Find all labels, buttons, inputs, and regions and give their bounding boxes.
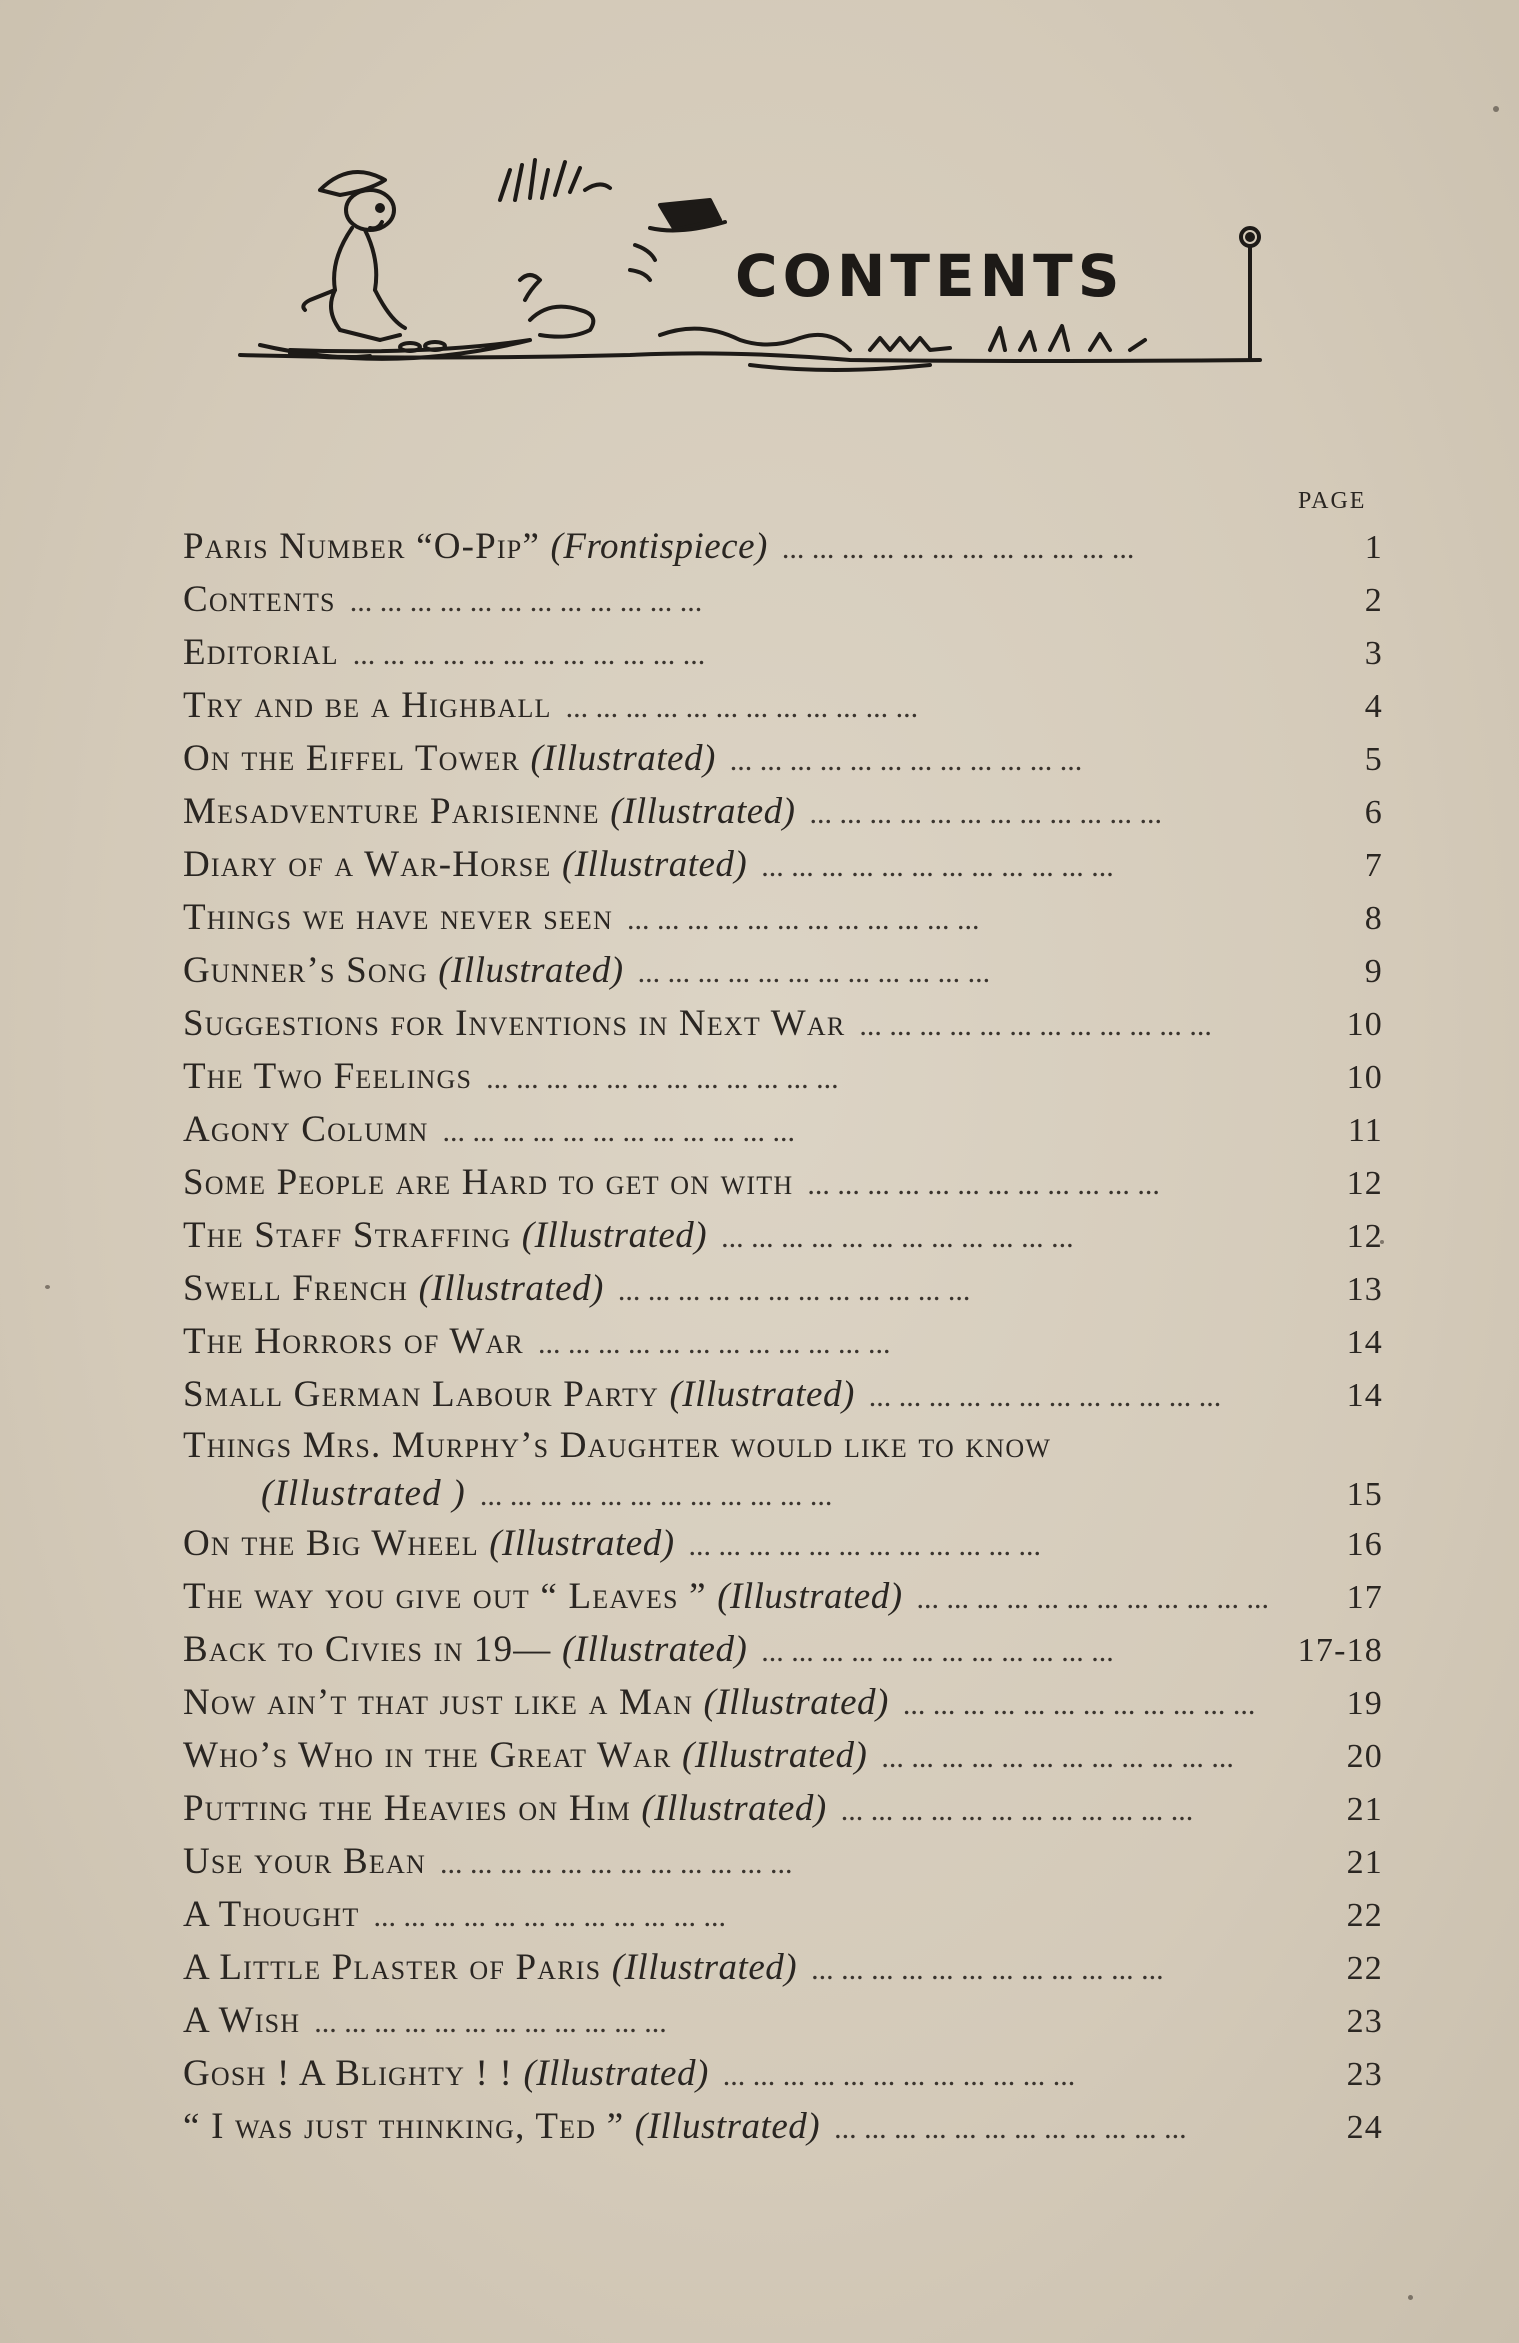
toc-entry-title-text: Small German Labour Party bbox=[183, 1374, 660, 1415]
toc-entry-title bbox=[183, 1729, 867, 1782]
toc-entry-page: 23 bbox=[1346, 2003, 1383, 2040]
toc-entry-title-text: The Horrors of War bbox=[183, 1321, 524, 1362]
toc-entry-title-text: Back to Civies in 19— bbox=[183, 1629, 552, 1670]
toc-entry bbox=[183, 1782, 1383, 1835]
toc-entry-title-text: Agony Column bbox=[183, 1109, 429, 1150]
dot-leader: ... ... ... ... ... ... ... ... ... ... ... ... bbox=[442, 1115, 795, 1148]
toc-entry-title-text: The Staff Straffing bbox=[183, 1215, 512, 1256]
toc-entry bbox=[183, 1994, 1383, 2047]
toc-entry bbox=[183, 1623, 1383, 1676]
toc-entry-title bbox=[183, 944, 624, 997]
toc-entry-title bbox=[183, 520, 768, 573]
toc-entry-title-text: Putting the Heavies on Him bbox=[183, 1788, 631, 1829]
toc-entry-title bbox=[183, 891, 613, 944]
toc-entry bbox=[183, 2047, 1383, 2100]
toc-entry-page: 16 bbox=[1346, 1526, 1383, 1563]
paper-speck bbox=[1493, 106, 1499, 112]
toc-entry-title-text: A Little Plaster of Paris bbox=[183, 1947, 602, 1988]
toc-entry-note: (Illustrated) bbox=[717, 1576, 903, 1617]
dot-leader: ... ... ... ... ... ... ... ... ... ... ... ... bbox=[729, 744, 1083, 777]
toc-entry-title bbox=[183, 1623, 747, 1676]
toc-entry-page: 6 bbox=[1364, 794, 1383, 831]
dot-leader: ... ... ... ... ... ... ... ... ... ... ... ... bbox=[439, 1847, 793, 1880]
toc-entry-title bbox=[183, 1941, 797, 1994]
dot-leader: ... ... ... ... ... ... ... ... ... ... ... ... bbox=[811, 1953, 1164, 1986]
toc-entry bbox=[183, 1315, 1383, 1368]
toc-entry-title-text: On the Eiffel Tower bbox=[183, 738, 521, 779]
toc-entry-title-text: Try and be a Highball bbox=[183, 685, 552, 726]
dot-leader: ... ... ... ... ... ... ... ... ... ... ... ... bbox=[352, 638, 706, 671]
dot-leader: ... ... ... ... ... ... ... ... ... ... ... ... bbox=[834, 2112, 1187, 2145]
toc-entry-title bbox=[183, 1262, 604, 1315]
toc-entry-title bbox=[183, 1994, 300, 2047]
toc-entry-title bbox=[183, 1368, 855, 1421]
toc-entry-title-text: Mesadventure Parisienne bbox=[183, 791, 600, 832]
toc-entry bbox=[183, 997, 1383, 1050]
toc-entry-page: 22 bbox=[1346, 1897, 1383, 1934]
toc-entry bbox=[183, 838, 1383, 891]
toc-entry-note: (Illustrated) bbox=[521, 1215, 708, 1256]
toc-entry bbox=[183, 785, 1383, 838]
toc-entry-page: 12 bbox=[1346, 1218, 1383, 1255]
toc-entry bbox=[183, 1368, 1383, 1421]
toc-entry-title bbox=[183, 1156, 793, 1209]
dot-leader: ... ... ... ... ... ... ... ... ... ... ... ... bbox=[902, 1688, 1256, 1721]
toc-entry bbox=[183, 1729, 1383, 1782]
toc-entry-page: 21 bbox=[1346, 1791, 1383, 1828]
toc-entry-title-text: “ I was just thinking, Ted ” bbox=[183, 2106, 625, 2147]
toc-entry bbox=[183, 1421, 1383, 1517]
toc-entry-note: (Illustrated) bbox=[489, 1523, 675, 1564]
dot-leader: ... ... ... ... ... ... ... ... ... ... ... ... bbox=[537, 1327, 891, 1360]
toc-entry-note: (Illustrated) bbox=[523, 2053, 709, 2094]
dot-leader: ... ... ... ... ... ... ... ... ... ... ... ... bbox=[637, 956, 991, 989]
toc-entry-page: 13 bbox=[1346, 1271, 1383, 1308]
dot-leader: ... ... ... ... ... ... ... ... ... ... ... ... bbox=[479, 1479, 833, 1512]
toc-entry bbox=[183, 1209, 1383, 1262]
toc-entry-title bbox=[183, 1782, 827, 1835]
toc-entry-title-text: Use your Bean bbox=[183, 1841, 426, 1882]
toc-entry-title-text: Who’s Who in the Great War bbox=[183, 1735, 672, 1776]
toc-entry bbox=[183, 1517, 1383, 1570]
toc-entry bbox=[183, 1941, 1383, 1994]
toc-entry bbox=[183, 1888, 1383, 1941]
dot-leader: ... ... ... ... ... ... ... ... ... ... ... ... bbox=[721, 1221, 1074, 1254]
toc-entry-title-text: On the Big Wheel bbox=[183, 1523, 479, 1564]
toc-entry bbox=[183, 1050, 1383, 1103]
toc-entry bbox=[183, 520, 1383, 573]
toc-entry-page: 17-18 bbox=[1297, 1632, 1383, 1669]
dot-leader: ... ... ... ... ... ... ... ... ... ... ... ... bbox=[617, 1274, 971, 1307]
toc-entry bbox=[183, 1156, 1383, 1209]
toc-entry-title-text: Paris Number “O-Pip” bbox=[183, 526, 541, 567]
dot-leader: ... ... ... ... ... ... ... ... ... ... ... ... bbox=[722, 2059, 1076, 2092]
toc-entry-page: 7 bbox=[1364, 847, 1383, 884]
signpost-icon bbox=[1230, 225, 1270, 365]
toc-entry-title bbox=[183, 626, 339, 679]
dot-leader: ... ... ... ... ... ... ... ... ... ... ... ... bbox=[349, 585, 703, 618]
toc-entry-note: (Illustrated ) bbox=[261, 1473, 466, 1514]
toc-entry-title-text: Things we have never seen bbox=[183, 897, 613, 938]
toc-entry-page: 10 bbox=[1346, 1059, 1383, 1096]
toc-entry-title bbox=[183, 1676, 889, 1729]
dot-leader: ... ... ... ... ... ... ... ... ... ... ... ... bbox=[565, 691, 919, 724]
table-of-contents bbox=[183, 520, 1383, 2153]
dot-leader: ... ... ... ... ... ... ... ... ... ... ... ... bbox=[881, 1741, 1234, 1774]
toc-entry-title bbox=[183, 838, 747, 891]
toc-entry-title bbox=[183, 1517, 675, 1570]
toc-entry-note: (Illustrated) bbox=[438, 950, 624, 991]
dot-leader: ... ... ... ... ... ... ... ... ... ... ... ... bbox=[809, 797, 1163, 830]
dot-leader: ... ... ... ... ... ... ... ... ... ... ... ... bbox=[373, 1900, 726, 1933]
toc-entry-title-text: Editorial bbox=[183, 632, 339, 673]
page-column-label: PAGE bbox=[1298, 488, 1367, 514]
toc-entry-note: (Illustrated) bbox=[641, 1788, 827, 1829]
toc-entry-page: 22 bbox=[1346, 1950, 1383, 1987]
toc-entry-note: (Illustrated) bbox=[682, 1735, 868, 1776]
toc-entry-page: 15 bbox=[1346, 1476, 1383, 1513]
toc-entry-title bbox=[183, 679, 552, 732]
toc-entry-title bbox=[183, 573, 336, 626]
toc-entry-title bbox=[183, 2047, 709, 2100]
dot-leader: ... ... ... ... ... ... ... ... ... ... ... ... bbox=[761, 1635, 1114, 1668]
toc-entry-page: 20 bbox=[1346, 1738, 1383, 1775]
toc-entry bbox=[183, 944, 1383, 997]
toc-entry-title: Things Mrs. Murphy’s Daughter would like to know bbox=[183, 1425, 1052, 1466]
toc-entry-title-text: Now ain’t that just like a Man bbox=[183, 1682, 694, 1723]
toc-entry bbox=[183, 626, 1383, 679]
toc-entry-title bbox=[183, 732, 716, 785]
dot-leader: ... ... ... ... ... ... ... ... ... ... ... ... bbox=[840, 1794, 1194, 1827]
toc-entry-note: (Illustrated) bbox=[611, 1947, 798, 1988]
dot-leader: ... ... ... ... ... ... ... ... ... ... ... ... bbox=[916, 1582, 1270, 1615]
dot-leader: ... ... ... ... ... ... ... ... ... ... ... ... bbox=[314, 2006, 667, 2039]
toc-entry-page: 2 bbox=[1364, 582, 1383, 619]
toc-entry-page: 14 bbox=[1346, 1377, 1383, 1414]
toc-entry bbox=[183, 1570, 1383, 1623]
toc-entry-page: 21 bbox=[1346, 1844, 1383, 1881]
toc-entry-note: (Illustrated) bbox=[610, 791, 796, 832]
toc-entry-page: 1 bbox=[1364, 529, 1383, 566]
toc-entry-page: 3 bbox=[1364, 635, 1383, 672]
toc-entry bbox=[183, 1262, 1383, 1315]
toc-entry bbox=[183, 2100, 1383, 2153]
toc-entry-title bbox=[183, 1209, 707, 1262]
toc-entry-page: 14 bbox=[1346, 1324, 1383, 1361]
toc-entry-title bbox=[183, 785, 796, 838]
toc-entry-title-text: The way you give out “ Leaves ” bbox=[183, 1576, 707, 1617]
toc-entry-note: (Illustrated) bbox=[561, 844, 748, 885]
toc-entry-note: (Illustrated) bbox=[703, 1682, 889, 1723]
toc-entry-page: 23 bbox=[1346, 2056, 1383, 2093]
dot-leader: ... ... ... ... ... ... ... ... ... ... ... ... bbox=[627, 903, 980, 936]
paper-speck bbox=[45, 1285, 50, 1289]
toc-entry-title-text: Contents bbox=[183, 579, 336, 620]
toc-entry-page: 11 bbox=[1347, 1112, 1383, 1149]
toc-entry-note: (Illustrated) bbox=[530, 738, 716, 779]
dot-leader: ... ... ... ... ... ... ... ... ... ... ... ... bbox=[688, 1529, 1042, 1562]
toc-entry-title-text: Gunner’s Song bbox=[183, 950, 428, 991]
toc-entry-note: (Illustrated) bbox=[669, 1374, 855, 1415]
toc-entry-page: 17 bbox=[1346, 1579, 1383, 1616]
toc-entry-title-text: Swell French bbox=[183, 1268, 409, 1309]
toc-entry-note: (Frontispiece) bbox=[550, 526, 768, 567]
dot-leader: ... ... ... ... ... ... ... ... ... ... ... ... bbox=[859, 1009, 1212, 1042]
dot-leader: ... ... ... ... ... ... ... ... ... ... ... ... bbox=[807, 1168, 1160, 1201]
toc-entry-title-text: Suggestions for Inventions in Next War bbox=[183, 1003, 846, 1044]
toc-entry-page: 4 bbox=[1364, 688, 1383, 725]
toc-entry-page: 19 bbox=[1346, 1685, 1383, 1722]
toc-entry-title bbox=[183, 997, 845, 1050]
toc-entry-note: (Illustrated) bbox=[561, 1629, 748, 1670]
dot-leader: ... ... ... ... ... ... ... ... ... ... ... ... bbox=[761, 850, 1114, 883]
toc-entry-title-text: A Thought bbox=[183, 1894, 360, 1935]
toc-entry-note: (Illustrated) bbox=[634, 2106, 821, 2147]
toc-entry-page: 10 bbox=[1346, 1006, 1383, 1043]
toc-entry-page: 8 bbox=[1364, 900, 1383, 937]
dot-leader: ... ... ... ... ... ... ... ... ... ... ... ... bbox=[868, 1380, 1222, 1413]
toc-entry-continuation bbox=[183, 1471, 1383, 1517]
contents-header bbox=[230, 150, 1280, 390]
toc-entry bbox=[183, 1835, 1383, 1888]
toc-entry-title-text: Gosh ! A Blighty ! ! bbox=[183, 2053, 514, 2094]
toc-entry-title bbox=[183, 1888, 359, 1941]
toc-entry-title-text: Some People are Hard to get on with bbox=[183, 1162, 794, 1203]
toc-entry-title-text: Diary of a War-Horse bbox=[183, 844, 552, 885]
toc-entry bbox=[183, 1103, 1383, 1156]
page-title: CONTENTS bbox=[735, 242, 1125, 310]
toc-entry-title bbox=[183, 1835, 426, 1888]
toc-entry bbox=[183, 1676, 1383, 1729]
toc-entry-title bbox=[183, 2100, 820, 2153]
paper-speck bbox=[1408, 2295, 1413, 2300]
toc-entry-page: 9 bbox=[1364, 953, 1383, 990]
toc-entry-page: 24 bbox=[1346, 2109, 1383, 2146]
toc-entry-page: 5 bbox=[1364, 741, 1383, 778]
toc-entry bbox=[183, 679, 1383, 732]
toc-entry-title-text: The Two Feelings bbox=[183, 1056, 473, 1097]
toc-entry-page: 12 bbox=[1346, 1165, 1383, 1202]
toc-entry bbox=[183, 573, 1383, 626]
toc-entry-note: (Illustrated) bbox=[418, 1268, 604, 1309]
toc-entry bbox=[183, 891, 1383, 944]
toc-entry-title bbox=[183, 1103, 428, 1156]
dot-leader: ... ... ... ... ... ... ... ... ... ... ... ... bbox=[781, 532, 1135, 565]
dot-leader: ... ... ... ... ... ... ... ... ... ... ... ... bbox=[486, 1062, 839, 1095]
toc-entry-title-text: A Wish bbox=[183, 2000, 301, 2041]
toc-entry-title bbox=[183, 1570, 903, 1623]
toc-entry-title bbox=[183, 1315, 524, 1368]
toc-entry bbox=[183, 732, 1383, 785]
toc-entry-title bbox=[183, 1050, 472, 1103]
